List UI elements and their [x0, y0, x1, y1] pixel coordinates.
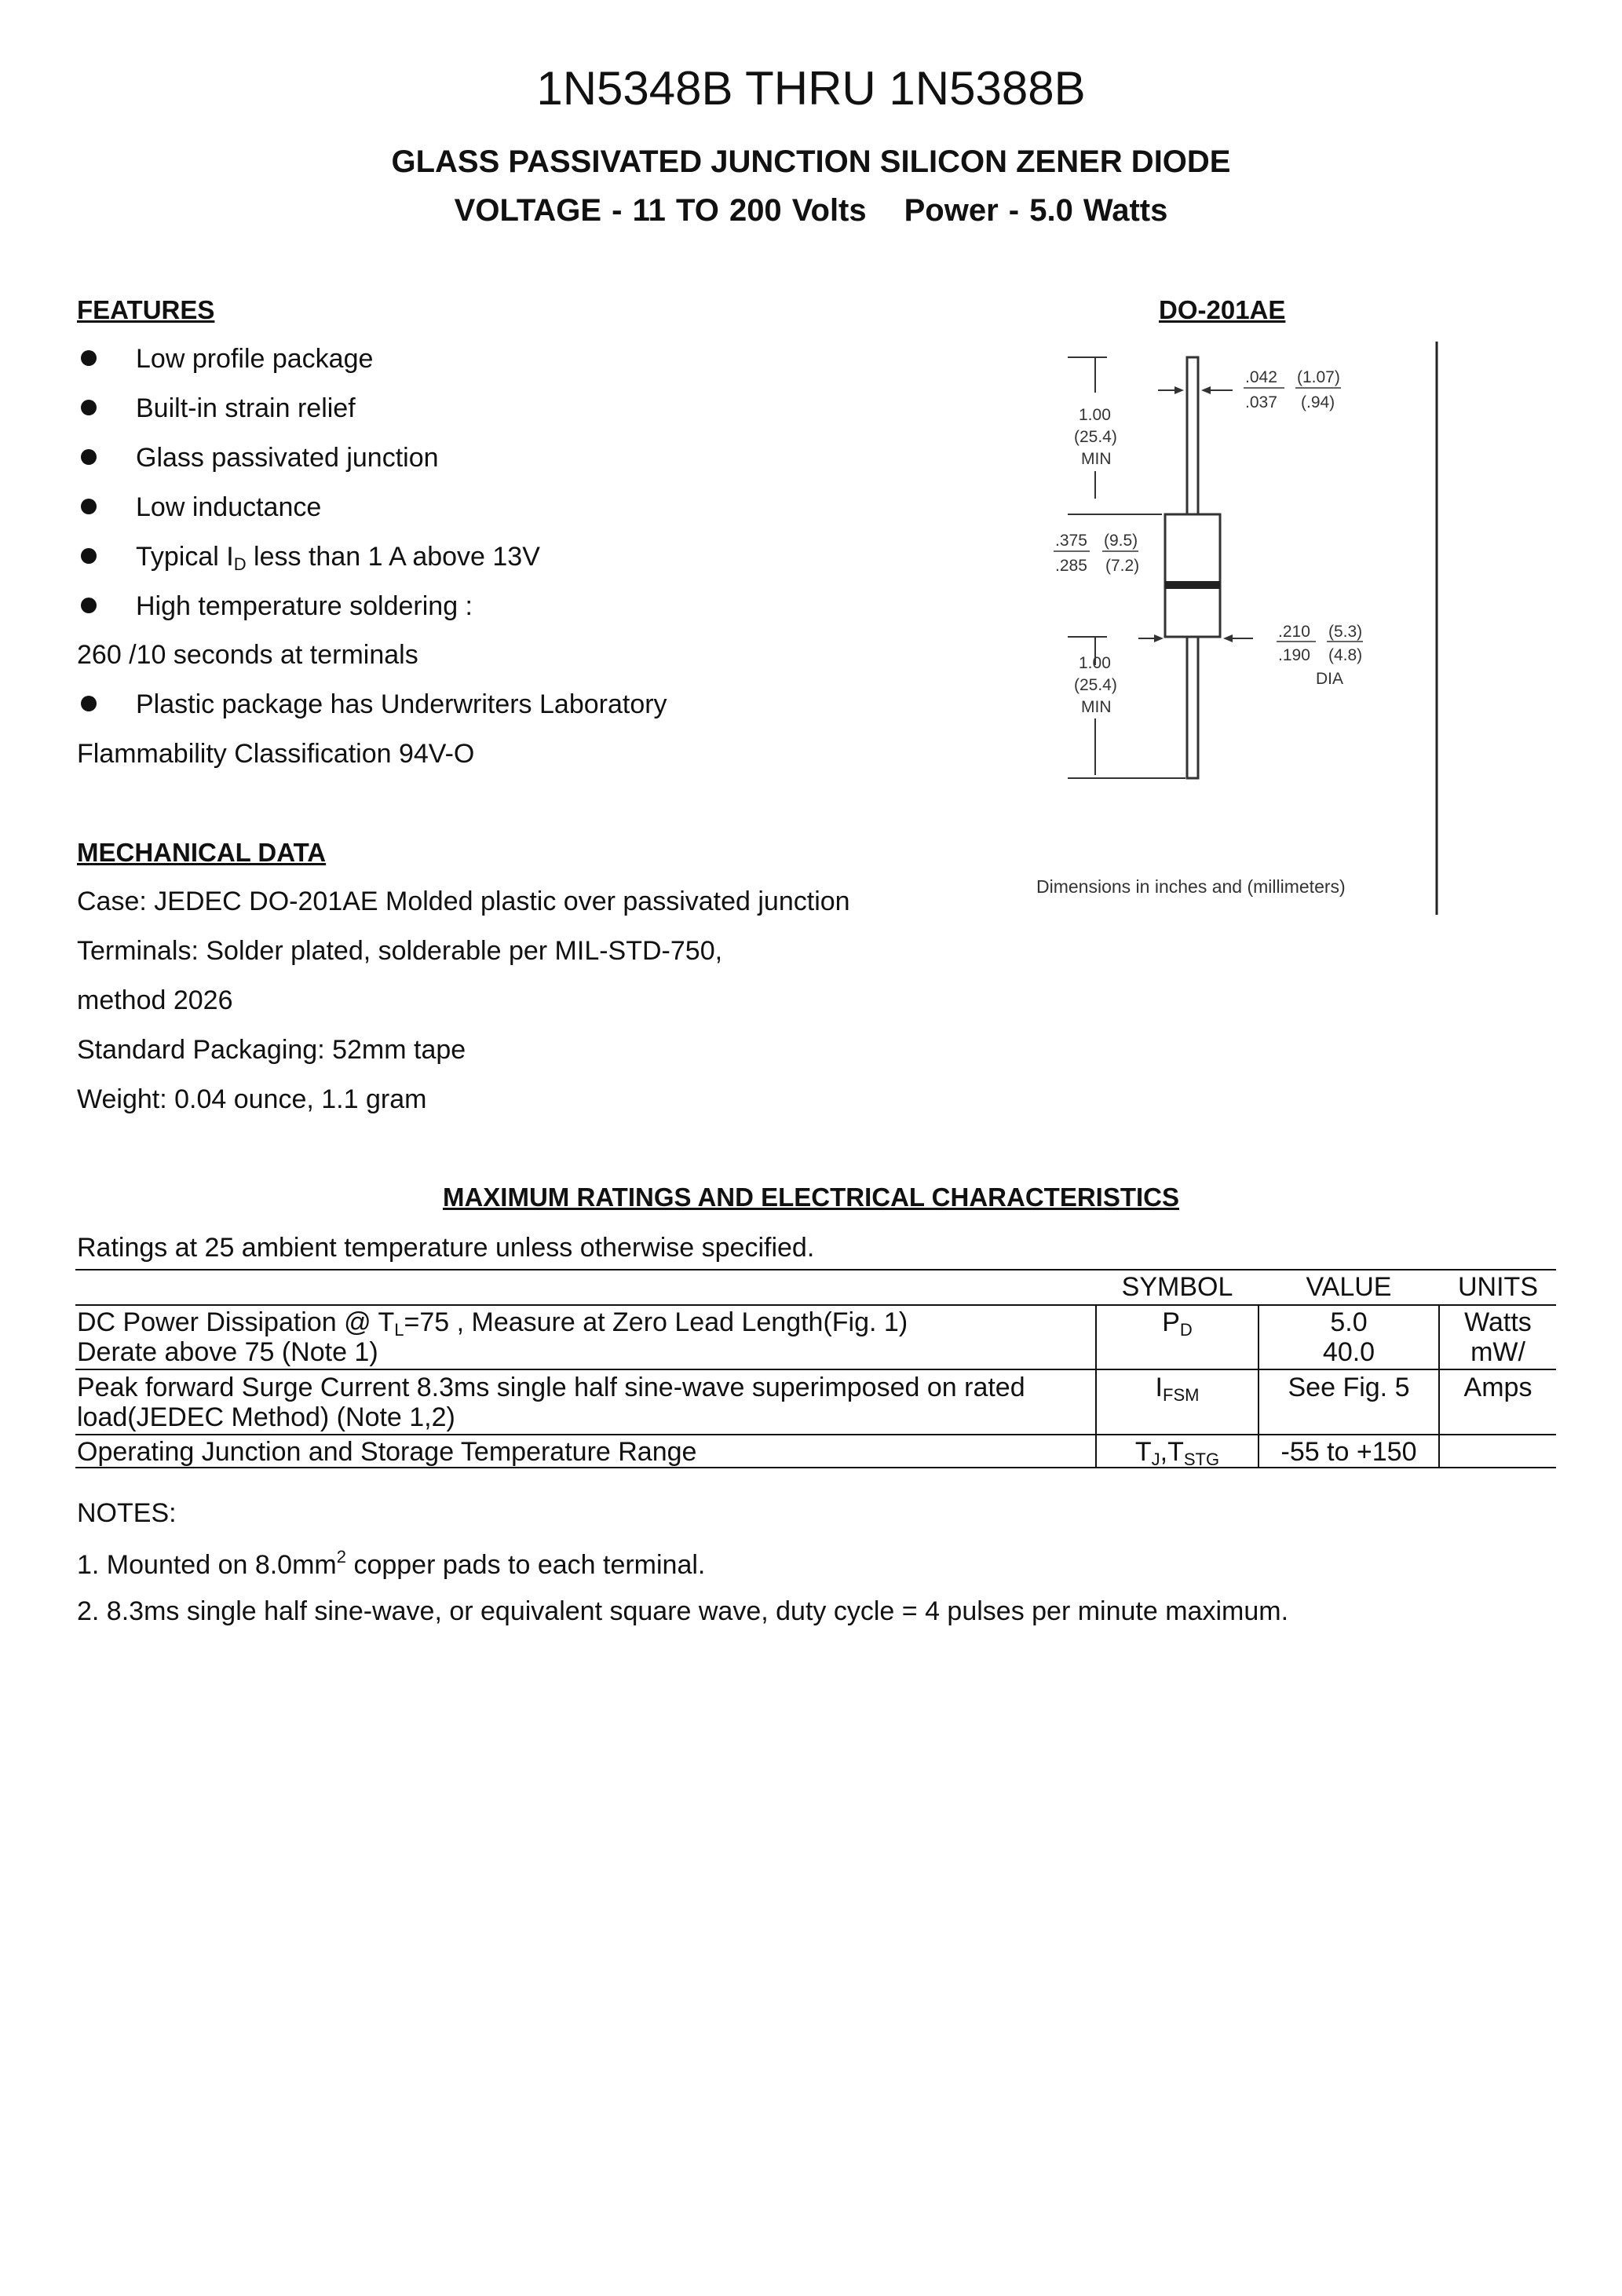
ratings-intro: Ratings at 25 ambient temperature unless otherwise specified.: [77, 1233, 815, 1263]
lead-dia-mm: (1.07): [1297, 368, 1340, 386]
lead2-length-mm: (25.4): [1074, 676, 1117, 694]
ratings-heading: MAXIMUM RATINGS AND ELECTRICAL CHARACTERISTICS: [442, 1183, 1180, 1212]
package-heading: DO-201AE: [1159, 295, 1286, 324]
table-symbol: $I_{FSM}$: [1155, 1373, 1200, 1405]
bullet-icon: [81, 449, 97, 465]
cathode-band: [1165, 581, 1220, 589]
lead-dia-inch: .042: [1245, 368, 1277, 386]
table-value: -55 to +150: [1280, 1437, 1417, 1467]
mechanical-heading: MECHANICAL DATA: [77, 838, 327, 867]
bullet-icon: [81, 696, 97, 711]
body-dia-mm-min: (4.8): [1328, 646, 1363, 664]
feature-item: Low profile package: [136, 344, 373, 375]
table-value: See Fig. 5: [1288, 1373, 1410, 1402]
notes-heading: NOTES:: [77, 1498, 177, 1528]
mechanical-line: method 2026: [77, 985, 233, 1015]
table-row-label: Operating Junction and Storage Temperature Range: [77, 1437, 697, 1467]
table-row-label: Peak forward Surge Current 8.3ms single half sine-wave superimposed on rated: [77, 1373, 1025, 1402]
feature-continuation: Flammability Classification 94V-O: [77, 739, 475, 769]
body-length-mm-min: (7.2): [1105, 557, 1140, 575]
bottom-lead: [1187, 637, 1198, 778]
col-value-header: VALUE: [1306, 1272, 1392, 1302]
feature-item: High temperature soldering :: [136, 591, 473, 622]
lead-length-min: MIN: [1081, 450, 1112, 468]
body-dia-mm: (5.3): [1328, 623, 1363, 641]
lead-length-mm: (25.4): [1074, 428, 1117, 446]
page-subtitle: GLASS PASSIVATED JUNCTION SILICON ZENER DIODE: [391, 144, 1231, 179]
dimensions-caption: Dimensions in inches and (millimeters): [1036, 876, 1346, 897]
table-row-label: Derate above 75 (Note 1): [77, 1337, 378, 1367]
body-dia-label: DIA: [1316, 670, 1344, 688]
bullet-icon: [81, 350, 97, 366]
body-dia-inch-min: .190: [1278, 646, 1310, 664]
power-rating: Power - 5.0 Watts: [904, 193, 1168, 228]
table-symbol: $T_J,T_{STG}$: [1134, 1437, 1220, 1469]
feature-continuation: 260 /10 seconds at terminals: [77, 640, 418, 670]
body-dia-inch: .210: [1278, 623, 1310, 641]
feature-item: Glass passivated junction: [136, 443, 439, 473]
table-row-label: load(JEDEC Method) (Note 1,2): [77, 1402, 455, 1432]
mechanical-line: Terminals: Solder plated, solderable per MIL-STD-750,: [77, 936, 723, 966]
bullet-icon: [81, 548, 97, 564]
bullet-icon: [81, 598, 97, 613]
col-symbol-header: SYMBOL: [1121, 1272, 1233, 1302]
body-length-inch: .375: [1055, 532, 1087, 550]
table-unit: Watts: [1464, 1307, 1532, 1337]
features-heading: FEATURES: [77, 295, 215, 324]
voltage-rating: VOLTAGE - 11 TO 200 Volts: [454, 193, 867, 228]
mechanical-line: Weight: 0.04 ounce, 1.1 gram: [77, 1084, 427, 1114]
body-length-mm: (9.5): [1104, 532, 1138, 550]
table-value: 40.0: [1322, 1337, 1375, 1367]
lead-dia-mm-min: (.94): [1301, 393, 1335, 411]
lead2-length-inch: 1.00: [1079, 654, 1111, 672]
feature-item: Built-in strain relief: [136, 393, 356, 424]
diode-body: [1165, 514, 1220, 637]
table-row-label: DC Power Dissipation @ $T_L=75$ , Measure at Zero Lead Length(Fig. 1): [77, 1307, 908, 1340]
feature-item: Typical $I_D$ less than 1 A above 13V: [136, 542, 540, 575]
note-2: 2. 8.3ms single half sine-wave, or equivalent square wave, duty cycle = 4 pulses per minute maximum.: [77, 1596, 1289, 1626]
body-length-inch-min: .285: [1055, 557, 1087, 575]
lead2-length-min: MIN: [1081, 698, 1112, 716]
mechanical-line: Case: JEDEC DO-201AE Molded plastic over passivated junction: [77, 887, 850, 916]
col-units-header: UNITS: [1458, 1272, 1538, 1302]
lead-length-inch: 1.00: [1079, 406, 1111, 424]
voltage-power-line: [0, 193, 1622, 229]
bullet-icon: [81, 499, 97, 514]
package-outline-diagram: [1021, 342, 1445, 923]
mechanical-line: Standard Packaging: 52mm tape: [77, 1035, 466, 1065]
lead-dia-inch-min: .037: [1245, 393, 1277, 411]
feature-item: Plastic package has Underwriters Laboratory: [136, 689, 667, 720]
top-lead: [1187, 357, 1198, 514]
feature-item: Low inductance: [136, 492, 321, 523]
page-title: 1N5348B THRU 1N5388B: [536, 62, 1086, 115]
bullet-icon: [81, 400, 97, 415]
table-unit: mW/: [1470, 1337, 1525, 1367]
note-1: 1. Mounted on $8.0mm^2$ copper pads to each terminal.: [77, 1547, 706, 1580]
table-value: 5.0: [1330, 1307, 1368, 1337]
table-unit: Amps: [1463, 1373, 1532, 1402]
table-symbol: $P_D$: [1162, 1307, 1193, 1340]
